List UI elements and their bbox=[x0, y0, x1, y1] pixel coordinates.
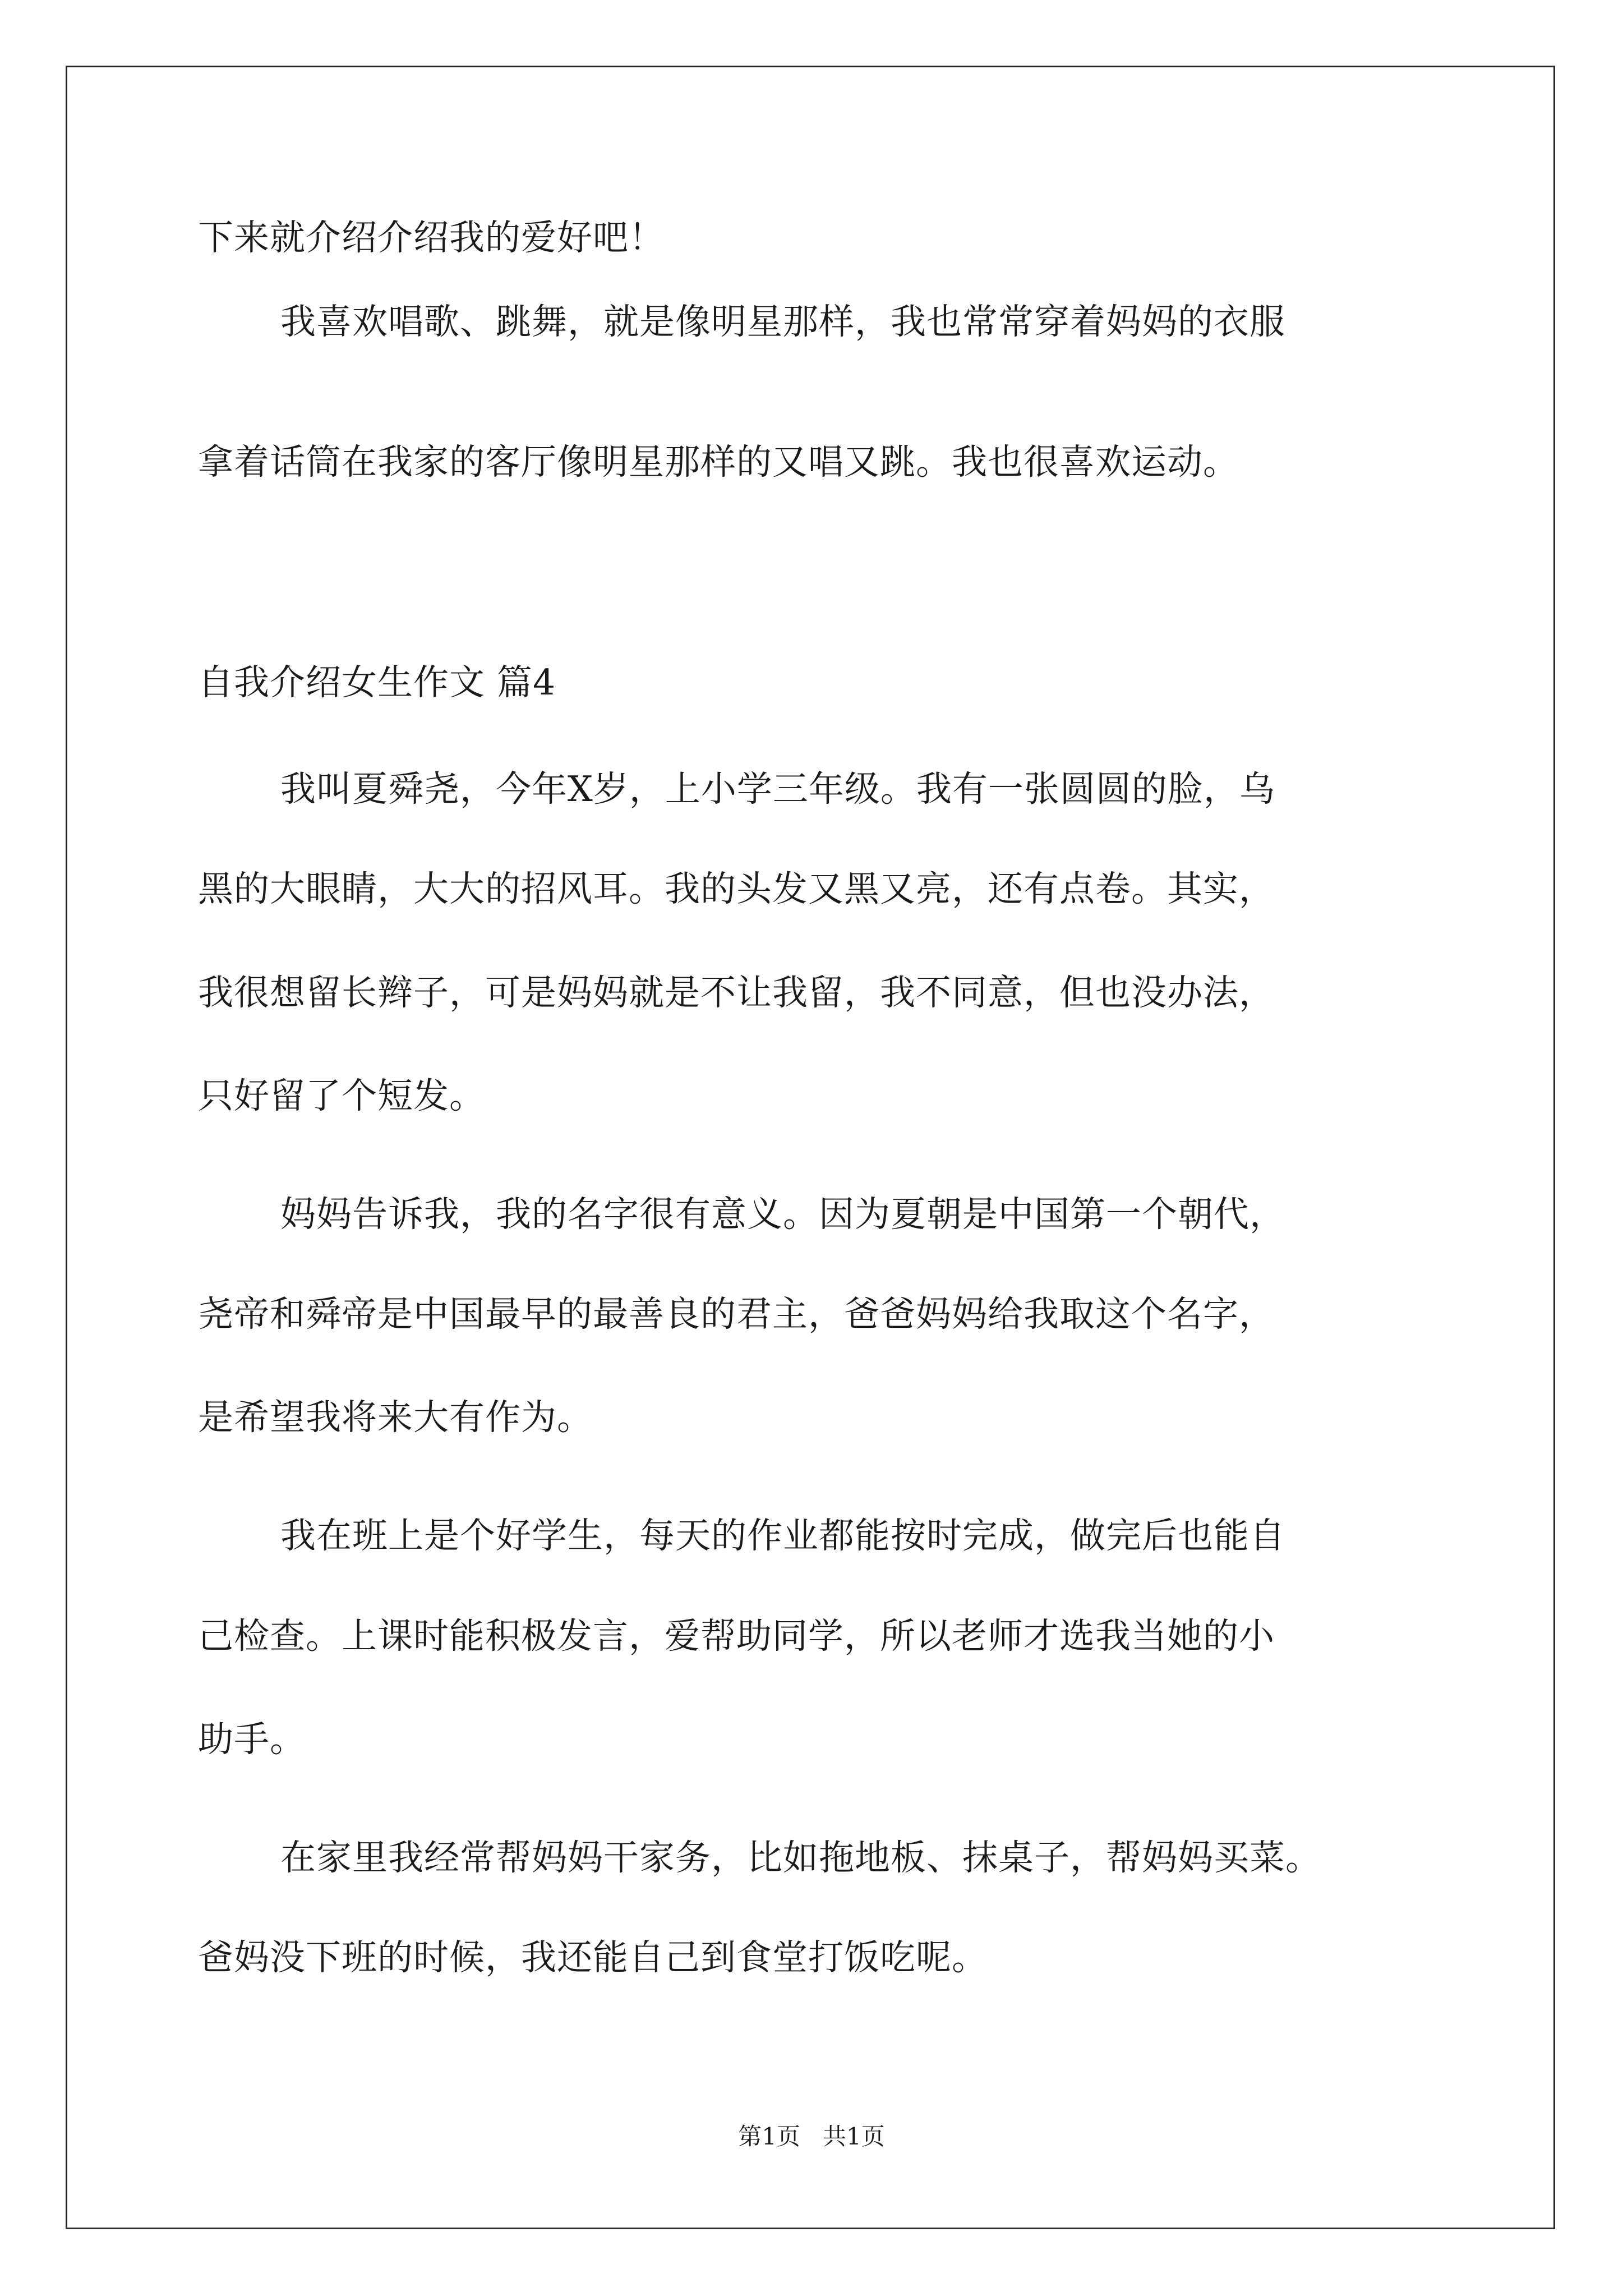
paragraph-4-line: 在家里我经常帮妈妈干家务，比如拖地板、抹桌子，帮妈妈买菜。 bbox=[280, 1837, 1321, 1878]
paragraph-1-line: 黑的大眼睛，大大的招风耳。我的头发又黑又亮，还有点卷。其实， bbox=[198, 868, 1275, 909]
paragraph-2-line: 是希望我将来大有作为。 bbox=[198, 1397, 593, 1438]
paragraph-1-line: 我叫夏舜尧，今年X岁，上小学三年级。我有一张圆圆的脸，乌 bbox=[280, 769, 1275, 809]
hobby-paragraph-line: 拿着话筒在我家的客厅像明星那样的又唱又跳。我也很喜欢运动。 bbox=[198, 441, 1239, 482]
page-border bbox=[66, 66, 1555, 2229]
hobby-paragraph-line: 我喜欢唱歌、跳舞，就是像明星那样，我也常常穿着妈妈的衣服 bbox=[280, 301, 1285, 342]
paragraph-4-line: 爸妈没下班的时候，我还能自己到食堂打饭吃呢。 bbox=[198, 1937, 988, 1978]
page-footer: 第1页 共1页 bbox=[738, 2123, 885, 2150]
paragraph-2-line: 尧帝和舜帝是中国最早的最善良的君主，爸爸妈妈给我取这个名字， bbox=[198, 1294, 1275, 1335]
paragraph-2-line: 妈妈告诉我，我的名字很有意义。因为夏朝是中国第一个朝代， bbox=[280, 1194, 1285, 1235]
paragraph-1-line: 只好留了个短发。 bbox=[198, 1075, 485, 1116]
section-heading: 自我介绍女生作文 篇4 bbox=[198, 662, 556, 703]
intro-tail-line: 下来就介绍介绍我的爱好吧！ bbox=[198, 217, 665, 258]
paragraph-3-line: 助手。 bbox=[198, 1719, 306, 1760]
paragraph-3-line: 己检查。上课时能积极发言，爱帮助同学，所以老师才选我当她的小 bbox=[198, 1616, 1275, 1657]
paragraph-3-line: 我在班上是个好学生，每天的作业都能按时完成，做完后也能自 bbox=[280, 1515, 1285, 1556]
paragraph-1-line: 我很想留长辫子，可是妈妈就是不让我留，我不同意，但也没办法， bbox=[198, 972, 1275, 1013]
